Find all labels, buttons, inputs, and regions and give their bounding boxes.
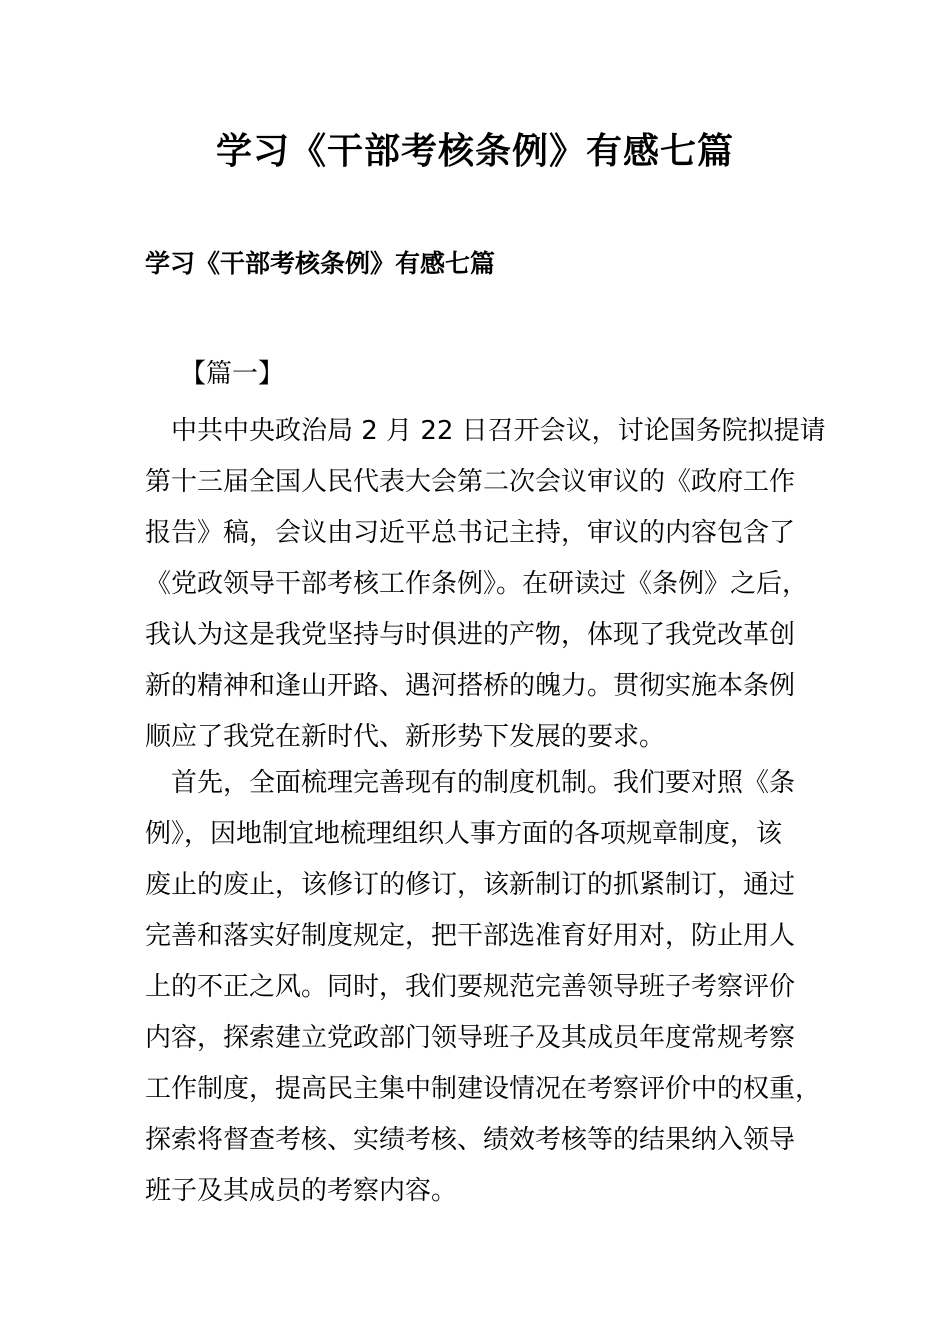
paragraph-line: 工作制度，提高民主集中制建设情况在考察评价中的权重， (145, 1074, 822, 1104)
paragraph-line: 例》，因地制宜地梳理组织人事方面的各项规章制度，该 (145, 819, 783, 849)
paragraph-line: 顺应了我党在新时代、新形势下发展的要求。 (145, 722, 666, 752)
paragraph-2 (145, 758, 822, 1217)
paragraph-line: 废止的废止，该修订的修订，该新制订的抓紧制订，通过 (145, 870, 796, 900)
paragraph-line: 报告》稿，会议由习近平总书记主持，审议的内容包含了 (145, 518, 796, 548)
paragraph-line: 首先，全面梳理完善现有的制度机制。我们要对照《条 (145, 768, 796, 798)
paragraph-line: 第十三届全国人民代表大会第二次会议审议的《政府工作 (145, 467, 796, 497)
paragraph-line: 班子及其成员的考察内容。 (145, 1176, 458, 1206)
paragraph-line: 探索将督查考核、实绩考核、绩效考核等的结果纳入领导 (145, 1125, 796, 1155)
paragraph-line: 新的精神和逢山开路、遇河搭桥的魄力。贯彻实施本条例 (145, 671, 796, 701)
paragraph-line: 内容，探索建立党政部门领导班子及其成员年度常规考察 (145, 1023, 796, 1053)
paragraph-line: 中共中央政治局 2 月 22 日召开会议，讨论国务院拟提请 (145, 416, 826, 446)
document-subtitle: 学习《干部考核条例》有感七篇 (145, 249, 496, 278)
paragraph-line: 上的不正之风。同时，我们要规范完善领导班子考察评价 (145, 972, 796, 1002)
document-title: 学习《干部考核条例》有感七篇 (215, 131, 734, 172)
paragraph-line: 《党政领导干部考核工作条例》。在研读过《条例》之后， (145, 569, 809, 599)
section-label: 【篇一】 (180, 359, 285, 389)
paragraph-1 (145, 406, 826, 763)
paragraph-line: 完善和落实好制度规定，把干部选准育好用对，防止用人 (145, 921, 796, 951)
paragraph-line: 我认为这是我党坚持与时俱进的产物，体现了我党改革创 (145, 620, 796, 650)
